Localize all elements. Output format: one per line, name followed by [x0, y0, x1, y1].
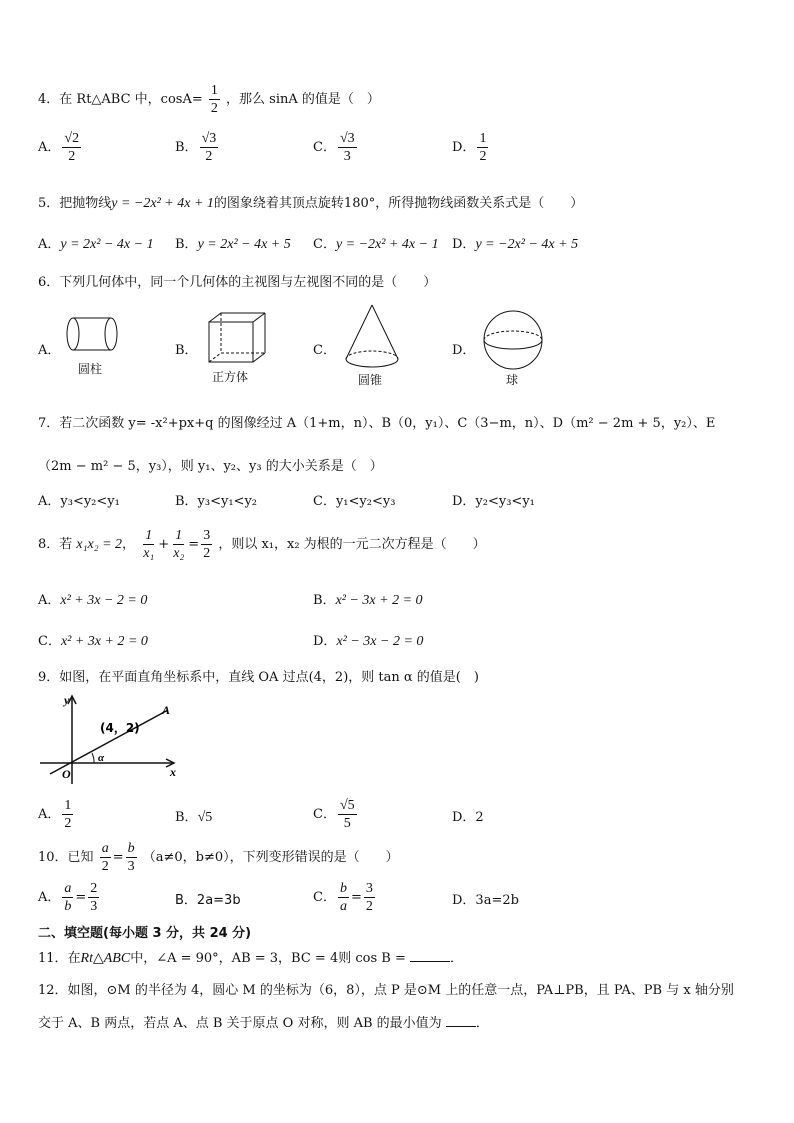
- q9-option-c[interactable]: C． $\frac{√5}{5}$: [313, 798, 355, 831]
- q9-point-a: A: [162, 703, 171, 717]
- q10-option-a[interactable]: A． $\frac{a}{b}$ = $\frac{2}{3}$: [38, 881, 98, 914]
- cone-figure: [342, 302, 402, 370]
- q9-option-b[interactable]: B．√5: [175, 810, 213, 825]
- q4-option-d[interactable]: D． $\frac{1}{2}$: [452, 131, 487, 164]
- q9-alpha: α: [98, 752, 105, 764]
- q11-stem: 11．在Rt△ABC中，∠A = 90°，AB = 3，BC = 4则 cos B = ．: [38, 951, 464, 966]
- q5-stem: 5．把抛物线y = −2x² + 4x + 1的图象绕着其顶点旋转180°，所得抛物线函数关系式是（ ）: [38, 196, 584, 211]
- q5-option-c[interactable]: C．y = −2x² + 4x − 1: [313, 237, 439, 252]
- q8-option-c[interactable]: C．x² + 3x + 2 = 0: [38, 634, 148, 649]
- q9-option-a[interactable]: A． $\frac{1}{2}$: [38, 798, 72, 831]
- q7-line1: 7．若二次函数 y= -x²+px+q 的图像经过 A（1+m，n）、B（0，y₁）、C（3−m，n）、D（m² − 2m + 5，y₂）、E: [38, 416, 716, 431]
- cone-caption: 圆锥: [358, 373, 383, 387]
- q7-option-a[interactable]: A．y₃<y₂<y₁: [38, 494, 120, 509]
- cylinder-caption: 圆柱: [78, 362, 103, 376]
- q4-stem: 4．在 Rt△ABC 中，cosA= $\frac{1}{2}$ ，那么 sinA 的值是（ ）: [38, 83, 380, 116]
- sphere-figure: [481, 309, 545, 371]
- q9-coordinate-figure: [36, 692, 186, 788]
- q9-stem: 9．如图，在平面直角坐标系中，直线 OA 过点(4，2)，则 tan α 的值是( ): [38, 670, 479, 685]
- cylinder-figure: [64, 312, 122, 362]
- q10-option-c[interactable]: C． $\frac{b}{a}$ = $\frac{3}{2}$: [313, 881, 373, 914]
- q4-option-a[interactable]: A． $\frac{√2}{2}$: [38, 131, 80, 164]
- q6-option-c[interactable]: C．: [313, 343, 336, 358]
- q8-option-b[interactable]: B．x² − 3x + 2 = 0: [313, 593, 423, 608]
- q7-option-c[interactable]: C．y₁<y₂<y₃: [313, 494, 396, 509]
- q10-option-d[interactable]: D．3a=2b: [452, 893, 519, 908]
- q7-line2: （2m − m² − 5，y₃），则 y₁、y₂、y₃ 的大小关系是（ ）: [38, 459, 383, 474]
- q9-axis-x: x: [170, 765, 176, 779]
- q9-axis-y: y: [64, 693, 70, 707]
- q11-answer-blank[interactable]: [410, 961, 450, 962]
- sphere-caption: 球: [506, 373, 519, 387]
- q4-option-b[interactable]: B． $\frac{√3}{2}$: [175, 131, 217, 164]
- q7-option-d[interactable]: D．y₂<y₃<y₁: [452, 494, 535, 509]
- q5-option-d[interactable]: D．y = −2x² − 4x + 5: [452, 237, 579, 252]
- q9-point-label: (4，2): [100, 721, 140, 735]
- q4-fraction: $\frac{1}{2}$: [210, 83, 218, 116]
- q12-answer-blank[interactable]: [446, 1026, 476, 1027]
- q8-stem: 8．若 x₁x₂ = 2， $\frac{1}{\text{x₁}}$ + $\frac{1}{\text{x₂}}$ = $\frac{3}{2}$ ，则以 x₁，x₂ 为根的一元二次方程是（ ）: [38, 528, 486, 561]
- q7-option-b[interactable]: B．y₃<y₁<y₂: [175, 494, 258, 509]
- q9-option-d[interactable]: D．2: [452, 810, 484, 825]
- q8-option-d[interactable]: D．x² − 3x − 2 = 0: [313, 634, 424, 649]
- q10-option-b[interactable]: B．2a=3b: [175, 893, 241, 908]
- cube-caption: 正方体: [212, 370, 249, 384]
- q8-option-a[interactable]: A．x² + 3x − 2 = 0: [38, 593, 148, 608]
- cube-figure: [205, 310, 269, 366]
- q6-option-a[interactable]: A．: [38, 343, 61, 358]
- q10-stem: 10．已知 $\frac{a}{2}$ = $\frac{b}{3}$ （a≠0，b≠0），下列变形错误的是（ ）: [38, 841, 399, 874]
- q5-option-b[interactable]: B．y = 2x² − 4x + 5: [175, 237, 291, 252]
- q6-option-d[interactable]: D．: [452, 343, 476, 358]
- q4-option-c[interactable]: C． $\frac{√3}{3}$: [313, 131, 355, 164]
- q6-stem: 6．下列几何体中，同一个几何体的主视图与左视图不同的是（ ）: [38, 275, 437, 290]
- section-heading: 二、填空题(每小题 3 分，共 24 分): [38, 926, 252, 941]
- q5-option-a[interactable]: A．y = 2x² − 4x − 1: [38, 237, 154, 252]
- q12-line2: 交于 A、B 两点，若点 A、点 B 关于原点 O 对称，则 AB 的最小值为 ．: [38, 1016, 489, 1031]
- q12-line1: 12．如图，⊙M 的半径为 4，圆心 M 的坐标为（6，8），点 P 是⊙M 上的任意一点，PA⊥PB，且 PA、PB 与 x 轴分别: [38, 983, 734, 998]
- q6-option-b[interactable]: B．: [175, 343, 198, 358]
- q9-origin: O: [62, 767, 71, 781]
